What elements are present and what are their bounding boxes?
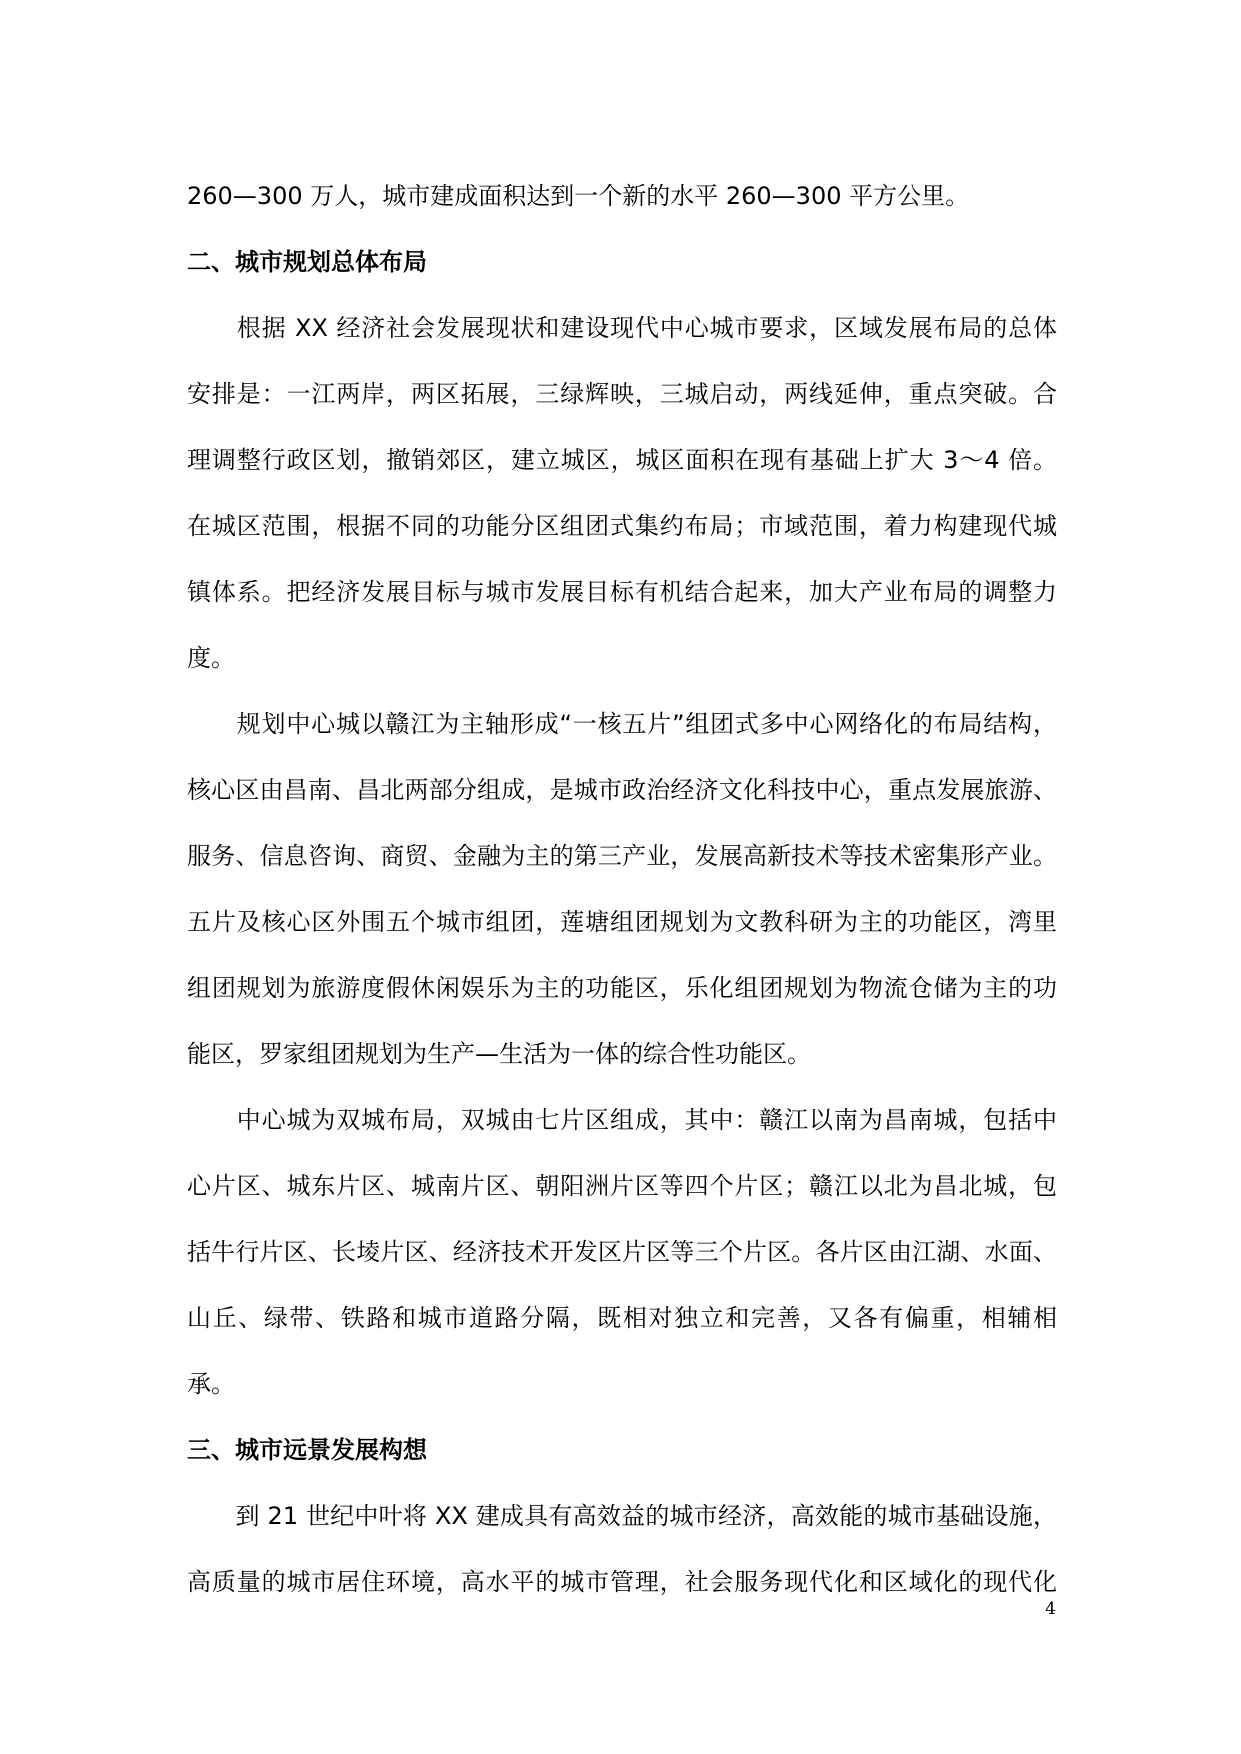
paragraph-line: 五片及核心区外围五个城市组团，莲塘组团规划为文教科研为主的功能区，湾里 [187, 908, 1057, 936]
paragraph-line: 服务、信息咨询、商贸、金融为主的第三产业，发展高新技术等技术密集形产业。 [187, 842, 1057, 870]
paragraph-line: 山丘、绿带、铁路和城市道路分隔，既相对独立和完善，又各有偏重，相辅相 [187, 1304, 1057, 1332]
paragraph-line: 镇体系。把经济发展目标与城市发展目标有机结合起来，加大产业布局的调整力 [187, 578, 1057, 606]
paragraph-line: 260—300 万人，城市建成面积达到一个新的水平 260—300 平方公里。 [187, 182, 970, 210]
paragraph-line: 安排是：一江两岸，两区拓展，三绿辉映，三城启动，两线延伸，重点突破。合 [187, 380, 1057, 408]
paragraph-line: 中心城为双城布局，双城由七片区组成，其中：赣江以南为昌南城，包括中 [187, 1106, 1057, 1134]
paragraph-line: 心片区、城东片区、城南片区、朝阳洲片区等四个片区；赣江以北为昌北城，包 [187, 1172, 1057, 1200]
paragraph-line: 能区，罗家组团规划为生产—生活为一体的综合性功能区。 [187, 1040, 811, 1068]
paragraph-line: 度。 [187, 644, 235, 672]
paragraph-line: 括牛行片区、长堎片区、经济技术开发区片区等三个片区。各片区由江湖、水面、 [187, 1238, 1057, 1266]
paragraph-line: 承。 [187, 1370, 235, 1398]
paragraph-line: 根据 XX 经济社会发展现状和建设现代中心城市要求，区域发展布局的总体 [187, 314, 1057, 342]
section-heading: 三、城市远景发展构想 [187, 1436, 427, 1464]
paragraph-line: 理调整行政区划，撤销郊区，建立城区，城区面积在现有基础上扩大 3～4 倍。 [187, 446, 1057, 474]
section-heading: 二、城市规划总体布局 [187, 248, 427, 276]
paragraph-line: 组团规划为旅游度假休闲娱乐为主的功能区，乐化组团规划为物流仓储为主的功 [187, 974, 1057, 1002]
paragraph-line: 核心区由昌南、昌北两部分组成，是城市政治经济文化科技中心，重点发展旅游、 [187, 776, 1057, 804]
document-body [187, 163, 1057, 1615]
page-number: 4 [1045, 1599, 1056, 1619]
paragraph-line: 在城区范围，根据不同的功能分区组团式集约布局；市域范围，着力构建现代城 [187, 512, 1057, 540]
paragraph-line: 到 21 世纪中叶将 XX 建成具有高效益的城市经济，高效能的城市基础设施， [187, 1502, 1057, 1530]
paragraph-line: 规划中心城以赣江为主轴形成“一核五片”组团式多中心网络化的布局结构， [187, 710, 1057, 738]
paragraph-line: 高质量的城市居住环境，高水平的城市管理，社会服务现代化和区域化的现代化 [187, 1568, 1057, 1596]
